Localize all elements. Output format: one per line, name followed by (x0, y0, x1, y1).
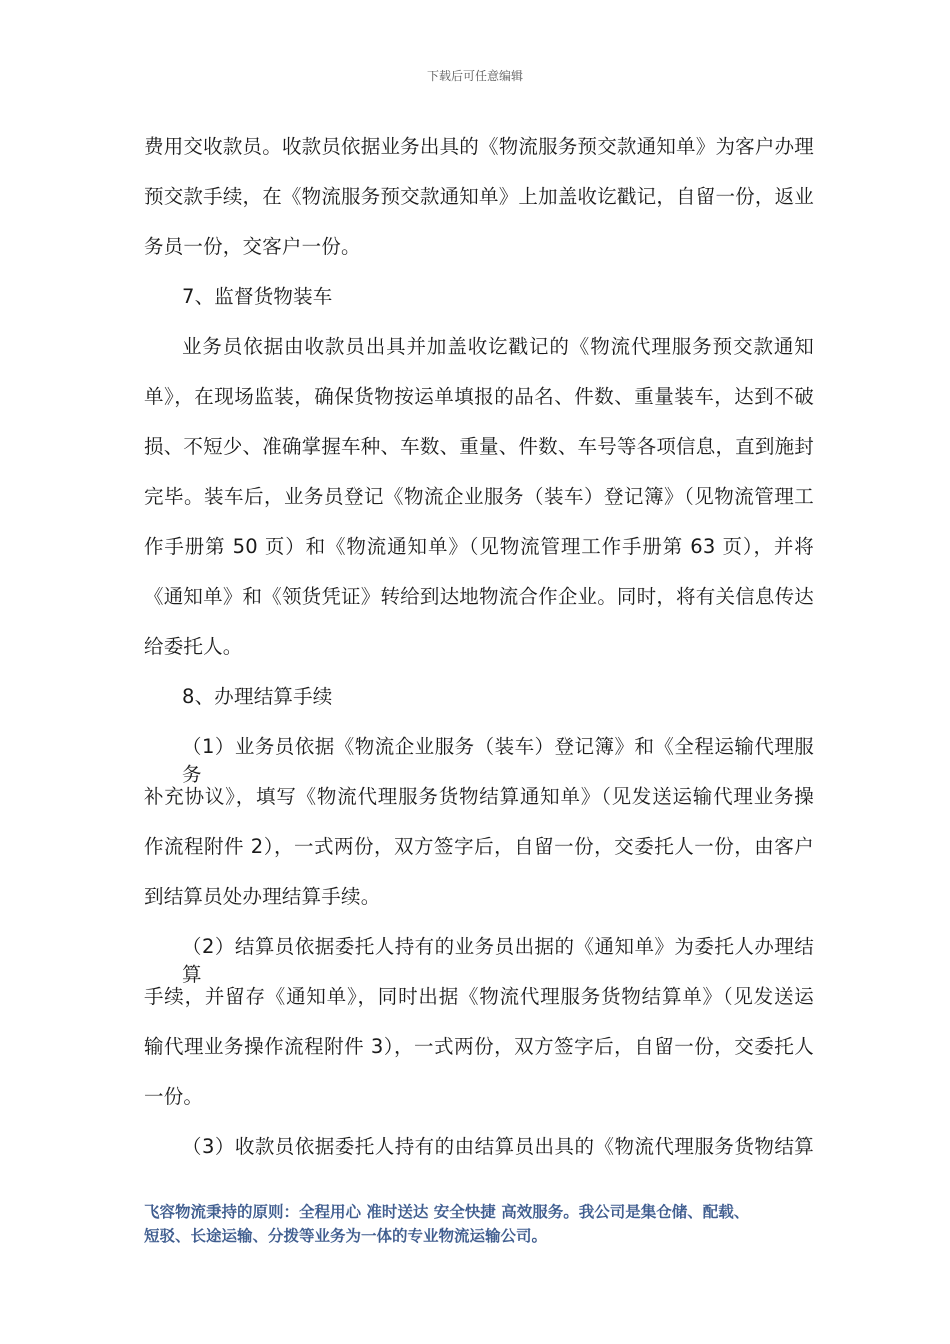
body-line-5: 业务员依据由收款员出具并加盖收讫戳记的《物流代理服务预交款通知 (182, 335, 814, 358)
section-heading-8: 8、办理结算手续 (182, 685, 333, 708)
body-line-3: 务员一份，交客户一份。 (144, 235, 361, 258)
body-line-16: 到结算员处办理结算手续。 (144, 885, 381, 908)
header-note: 下载后可任意编辑 (426, 69, 523, 83)
body-line-18: 手续，并留存《通知单》，同时出据《物流代理服务货物结算单》（见发送运 (144, 985, 814, 1008)
body-line-13: （1）业务员依据《物流企业服务（装车）登记簿》和《全程运输代理服务 (182, 735, 814, 786)
body-line-20: 一份。 (144, 1085, 204, 1108)
footer-slogan-line-2: 短驳、长途运输、分拨等业务为一体的专业物流运输公司。 (144, 1227, 548, 1245)
body-line-14: 补充协议》，填写《物流代理服务货物结算通知单》（见发送运输代理业务操 (144, 785, 814, 808)
body-line-15: 作流程附件 2），一式两份，双方签字后，自留一份，交委托人一份，由客户 (144, 835, 814, 858)
body-line-6: 单》，在现场监装，确保货物按运单填报的品名、件数、重量装车，达到不破 (144, 385, 814, 408)
body-line-19: 输代理业务操作流程附件 3），一式两份，双方签字后，自留一份，交委托人 (144, 1035, 814, 1058)
section-heading-7: 7、监督货物装车 (182, 285, 333, 308)
body-line-10: 《通知单》和《领货凭证》转给到达地物流合作企业。同时，将有关信息传达 (144, 585, 814, 608)
body-line-8: 完毕。装车后，业务员登记《物流企业服务（装车）登记簿》（见物流管理工 (144, 485, 814, 508)
footer-slogan-line-1: 飞容物流秉持的原则：全程用心 准时送达 安全快捷 高效服务。我公司是集仓储、配载、 (144, 1203, 750, 1221)
body-line-11: 给委托人。 (144, 635, 243, 658)
body-line-21: （3）收款员依据委托人持有的由结算员出具的《物流代理服务货物结算 (182, 1135, 814, 1158)
body-line-7: 损、不短少、准确掌握车种、车数、重量、件数、车号等各项信息，直到施封 (144, 435, 814, 458)
body-line-17: （2）结算员依据委托人持有的业务员出据的《通知单》为委托人办理结算 (182, 935, 814, 986)
body-line-9: 作手册第 50 页）和《物流通知单》（见物流管理工作手册第 63 页），并将 (144, 535, 814, 558)
body-line-2: 预交款手续，在《物流服务预交款通知单》上加盖收讫戳记，自留一份，返业 (144, 185, 814, 208)
body-line-1: 费用交收款员。收款员依据业务出具的《物流服务预交款通知单》为客户办理 (144, 135, 814, 158)
